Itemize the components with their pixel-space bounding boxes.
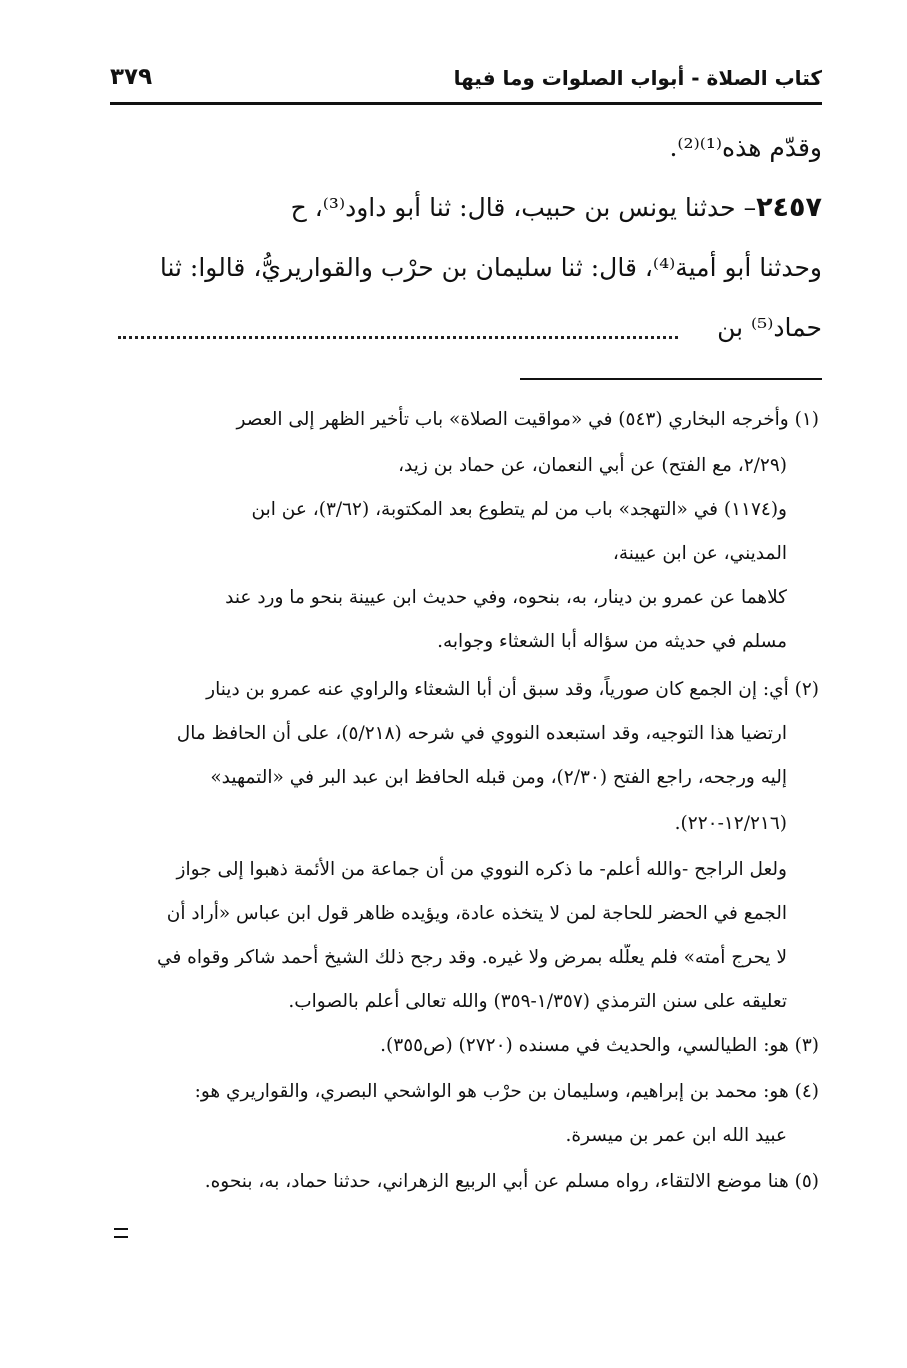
footnote-4-line-2: عبيد الله ابن عمر بن ميسرة. (565, 1125, 787, 1146)
footnote-1-line-5: كلاهما عن عمرو بن دينار، به، بنحوه، وفي حديث ابن عيينة بنحو ما ورد عند (225, 587, 787, 608)
footnote-2-line-6: الجمع في الحضر للحاجة لمن لا يتخذه عادة، ويؤيده ظاهر قول ابن عباس «أراد أن (166, 903, 787, 924)
footnote-1-line-6: مسلم في حديثه من سؤاله أبا الشعثاء وجوابه. (437, 631, 787, 652)
ellipsis-dots (118, 306, 678, 339)
footnote-1-line-2: (٢/٢٩، مع الفتح) عن أبي النعمان، عن حماد بن زيد، (398, 455, 787, 476)
footnote-2-line-3: إليه ورجحه، راجع الفتح (٢/٣٠)، ومن قبله الحافظ ابن عبد البر في «التمهيد» (210, 767, 787, 788)
hadith-text: – حدثنا يونس بن حبيب، قال: ثنا أبو داود⁽³⁾، ح (290, 193, 757, 222)
footnote-2-line-2: ارتضيا هذا التوجيه، وقد استبعده النووي في شرحه (٥/٢١٨)، على أن الحافظ مال (176, 723, 787, 744)
running-header (110, 62, 822, 102)
footnote-2-line-5: ولعل الراجح -والله أعلم- ما ذكره النووي من أن جماعة من الأئمة ذهبوا إلى جواز (176, 859, 787, 880)
footnote-1-line-1: (١) وأخرجه البخاري (٥٤٣) في «مواقيت الصلاة» باب تأخير الظهر إلى العصر (236, 409, 819, 430)
header-title: كتاب الصلاة - أبواب الصلوات وما فيها (453, 66, 822, 90)
footnote-2-line-7: لا يحرج أمته» فلم يعلّله بمرض ولا غيره. وقد رجح ذلك الشيخ أحمد شاكر وقواه في (157, 947, 787, 968)
hadith-line (162, 190, 822, 226)
footnote-3-line-1: (٣) هو: الطيالسي، والحديث في مسنده (٢٧٢٠) (ص٣٥٥). (380, 1035, 819, 1056)
main-text-line-4: حماد⁽⁵⁾ بن (717, 313, 822, 342)
footnote-1-line-3: و(١١٧٤) في «التهجد» باب من لم يتطوع بعد المكتوبة، (٣/٦٢)، عن ابن (251, 499, 787, 520)
continuation-mark (114, 1228, 128, 1238)
footnote-5-line-1: (٥) هنا موضع الالتقاء، رواه مسلم عن أبي الربيع الزهراني، حدثنا حماد، به، بنحوه. (204, 1171, 819, 1192)
footnote-1-line-4: المديني، عن ابن عيينة، (612, 543, 787, 564)
footnote-separator (520, 378, 822, 380)
footnote-2-line-1: (٢) أي: إن الجمع كان صورياً، وقد سبق أن أبا الشعثاء والراوي عنه عمرو بن دينار (206, 679, 819, 700)
main-text-line-3: وحدثنا أبو أمية⁽⁴⁾، قال: ثنا سليمان بن حرْب والقواريريُّ، قالوا: ثنا (159, 253, 822, 282)
footnote-2-line-4: (١٢/٢١٦-٢٢٠). (674, 813, 787, 834)
footnote-4-line-1: (٤) هو: محمد بن إبراهيم، وسليمان بن حرْب هو الواشحي البصري، والقواريري هو: (194, 1081, 819, 1102)
main-text-line-1: وقدّم هذه⁽¹⁾⁽²⁾. (669, 133, 822, 162)
footnote-2-line-8: تعليقه على سنن الترمذي (١/٣٥٧-٣٥٩) والله تعالى أعلم بالصواب. (288, 991, 787, 1012)
header-rule (110, 102, 822, 105)
page-number: ٣٧٩ (110, 64, 153, 90)
hadith-number: ٢٤٥٧ (756, 192, 822, 223)
